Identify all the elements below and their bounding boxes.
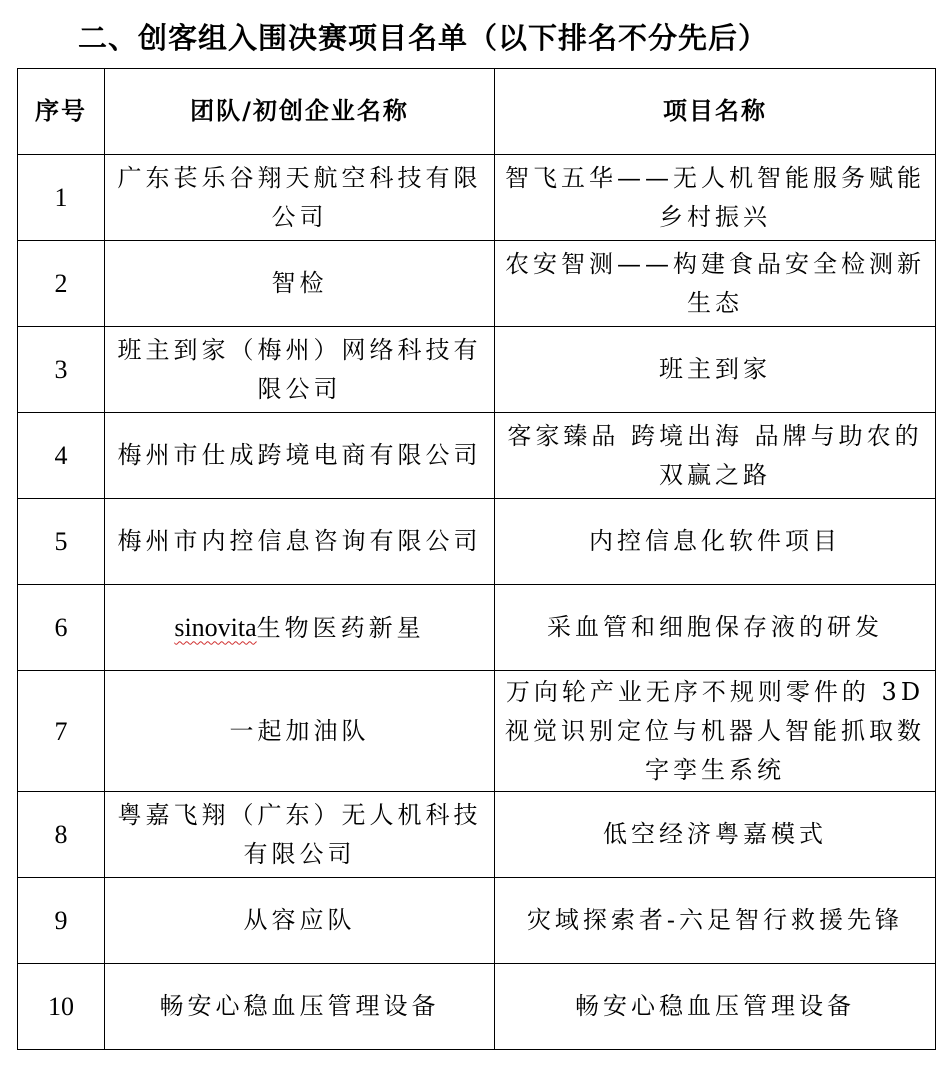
table-row [18, 327, 936, 413]
table-row [18, 878, 936, 964]
project-name: 班主到家 [495, 327, 936, 413]
row-index: 3 [18, 327, 105, 413]
table-row [18, 413, 936, 499]
team-name: 广东苌乐谷翔天航空科技有限公司 [105, 155, 495, 241]
team-name-latin: sinovita [174, 612, 257, 642]
team-name: 粤嘉飞翔（广东）无人机科技有限公司 [105, 792, 495, 878]
project-name: 农安智测——构建食品安全检测新生态 [495, 241, 936, 327]
table-row [18, 792, 936, 878]
project-name: 采血管和细胞保存液的研发 [495, 585, 936, 671]
row-index: 6 [18, 585, 105, 671]
header-project: 项目名称 [495, 69, 936, 155]
table-row [18, 671, 936, 792]
row-index: 4 [18, 413, 105, 499]
project-name: 畅安心稳血压管理设备 [495, 964, 936, 1050]
table-row [18, 499, 936, 585]
table-row [18, 155, 936, 241]
team-name: 班主到家（梅州）网络科技有限公司 [105, 327, 495, 413]
table-row [18, 241, 936, 327]
project-name: 低空经济粤嘉模式 [495, 792, 936, 878]
finalist-table [17, 68, 936, 1050]
team-name: 梅州市内控信息咨询有限公司 [105, 499, 495, 585]
project-name: 客家臻品 跨境出海 品牌与助农的双赢之路 [495, 413, 936, 499]
row-index: 2 [18, 241, 105, 327]
table-header-row [18, 69, 936, 155]
team-name: 畅安心稳血压管理设备 [105, 964, 495, 1050]
table-row [18, 585, 936, 671]
project-name: 智飞五华——无人机智能服务赋能乡村振兴 [495, 155, 936, 241]
team-name: 从容应队 [105, 878, 495, 964]
row-index: 8 [18, 792, 105, 878]
table-row [18, 964, 936, 1050]
project-name: 万向轮产业无序不规则零件的 3D视觉识别定位与机器人智能抓取数字孪生系统 [495, 671, 936, 792]
team-name [105, 585, 495, 671]
team-name: 梅州市仕成跨境电商有限公司 [105, 413, 495, 499]
header-index: 序号 [18, 69, 105, 155]
header-team: 团队/初创企业名称 [105, 69, 495, 155]
row-index: 10 [18, 964, 105, 1050]
team-name: 智检 [105, 241, 495, 327]
team-name: 一起加油队 [105, 671, 495, 792]
row-index: 1 [18, 155, 105, 241]
row-index: 5 [18, 499, 105, 585]
team-name-cjk: 生物医药新星 [256, 613, 425, 642]
project-name: 内控信息化软件项目 [495, 499, 936, 585]
document-title: 二、创客组入围决赛项目名单（以下排名不分先后） [78, 21, 769, 55]
row-index: 7 [18, 671, 105, 792]
row-index: 9 [18, 878, 105, 964]
project-name: 灾域探索者-六足智行救援先锋 [495, 878, 936, 964]
